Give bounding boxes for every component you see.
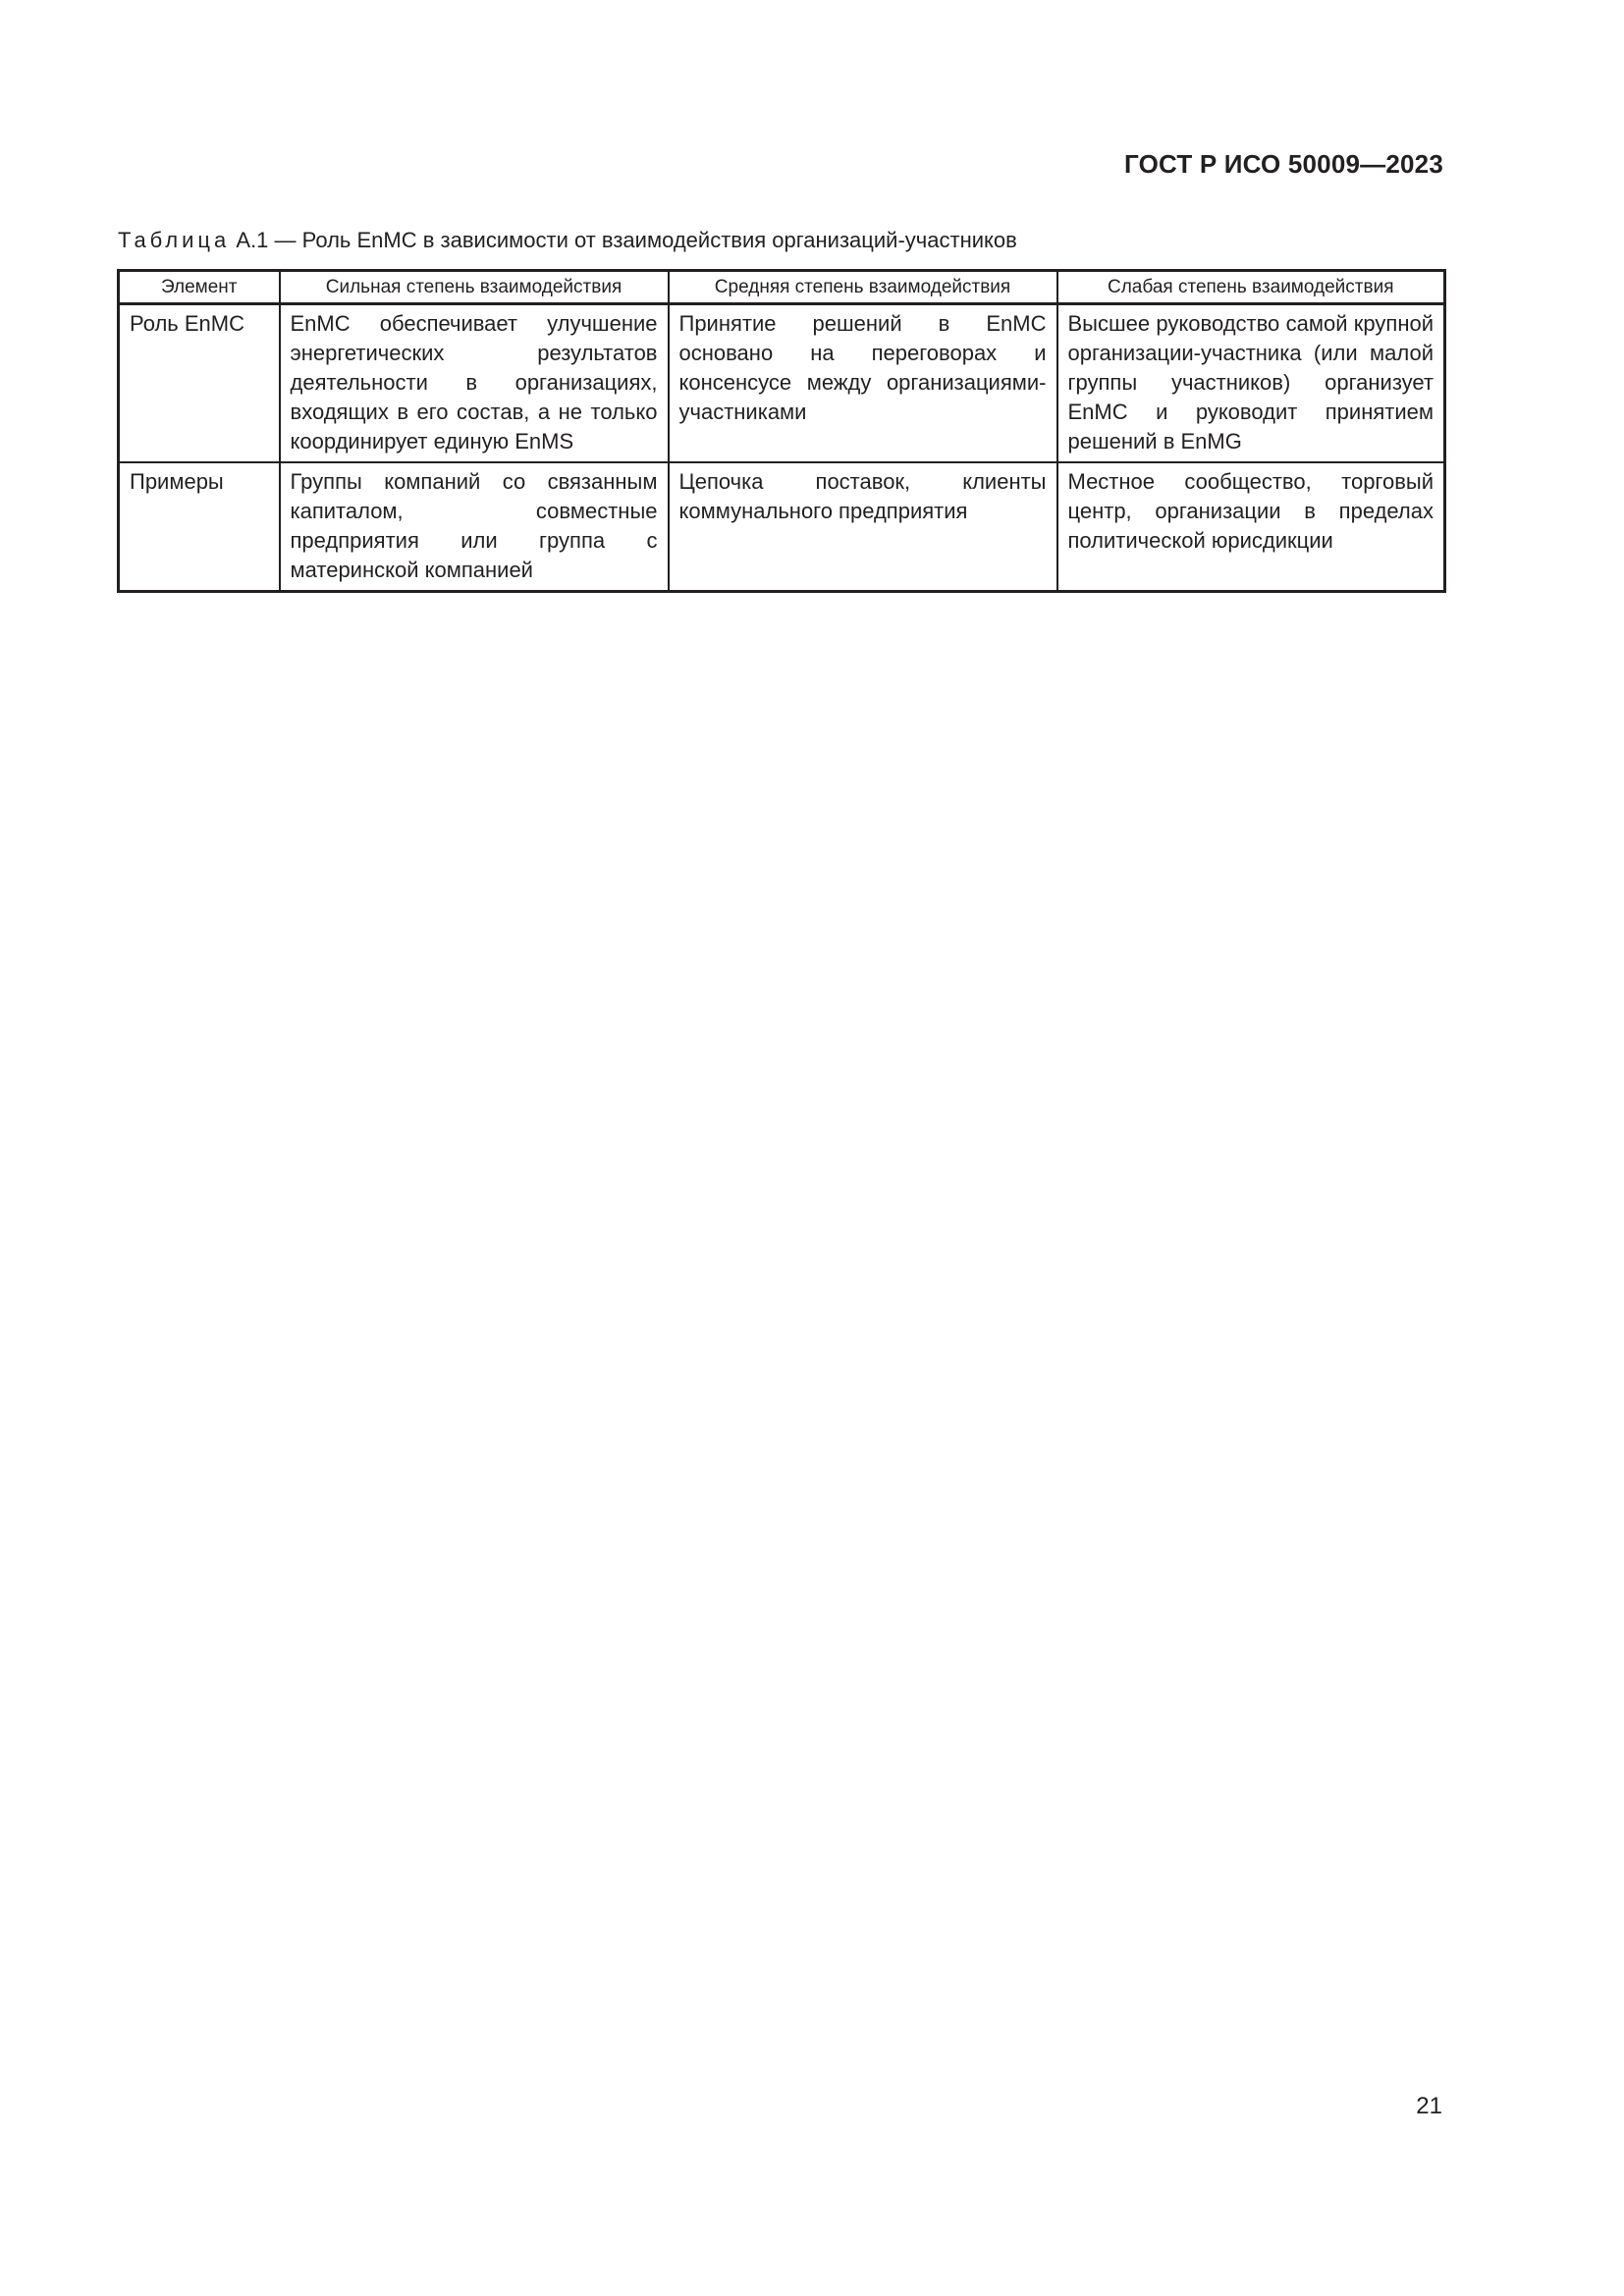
page-number: 21 xyxy=(1416,2093,1442,2119)
table-caption-text: А.1 — Роль EnMC в зависимости от взаимодействия организаций-участников xyxy=(236,228,1017,252)
document-standard-number: ГОСТ Р ИСО 50009—2023 xyxy=(1123,149,1443,179)
cell-strong: EnMC обеспечивает улучшение энергетических результатов деятельности в организациях, входящих в его состав, а не только координирует единую EnMS xyxy=(280,304,669,463)
cell-strong: Группы компаний со связанным капиталом, совместные предприятия или группа с материнской компанией xyxy=(280,462,669,592)
column-header-element: Элемент xyxy=(119,271,280,304)
cell-element: Роль EnMC xyxy=(119,304,280,463)
cell-element: Примеры xyxy=(119,462,280,592)
column-header-medium: Средняя степень взаимодействия xyxy=(669,271,1057,304)
interaction-table xyxy=(117,269,1446,593)
cell-weak: Местное сообщество, торговый центр, организации в пределах политической юрисдикции xyxy=(1057,462,1445,592)
table-row xyxy=(119,462,1445,592)
cell-weak: Высшее руководство самой крупной организации-участника (или малой группы участников) организует EnMC и руководит принятием решений в EnMG xyxy=(1057,304,1445,463)
cell-medium: Принятие решений в EnMC основано на переговорах и консенсусе между организациями-участниками xyxy=(669,304,1057,463)
table-header-row xyxy=(119,271,1445,304)
column-header-strong: Сильная степень взаимодействия xyxy=(280,271,669,304)
column-header-weak: Слабая степень взаимодействия xyxy=(1057,271,1445,304)
table-row xyxy=(119,304,1445,463)
cell-medium: Цепочка поставок, клиенты коммунального предприятия xyxy=(669,462,1057,592)
table-caption xyxy=(118,228,1017,253)
table-caption-label: Таблица xyxy=(118,228,231,252)
